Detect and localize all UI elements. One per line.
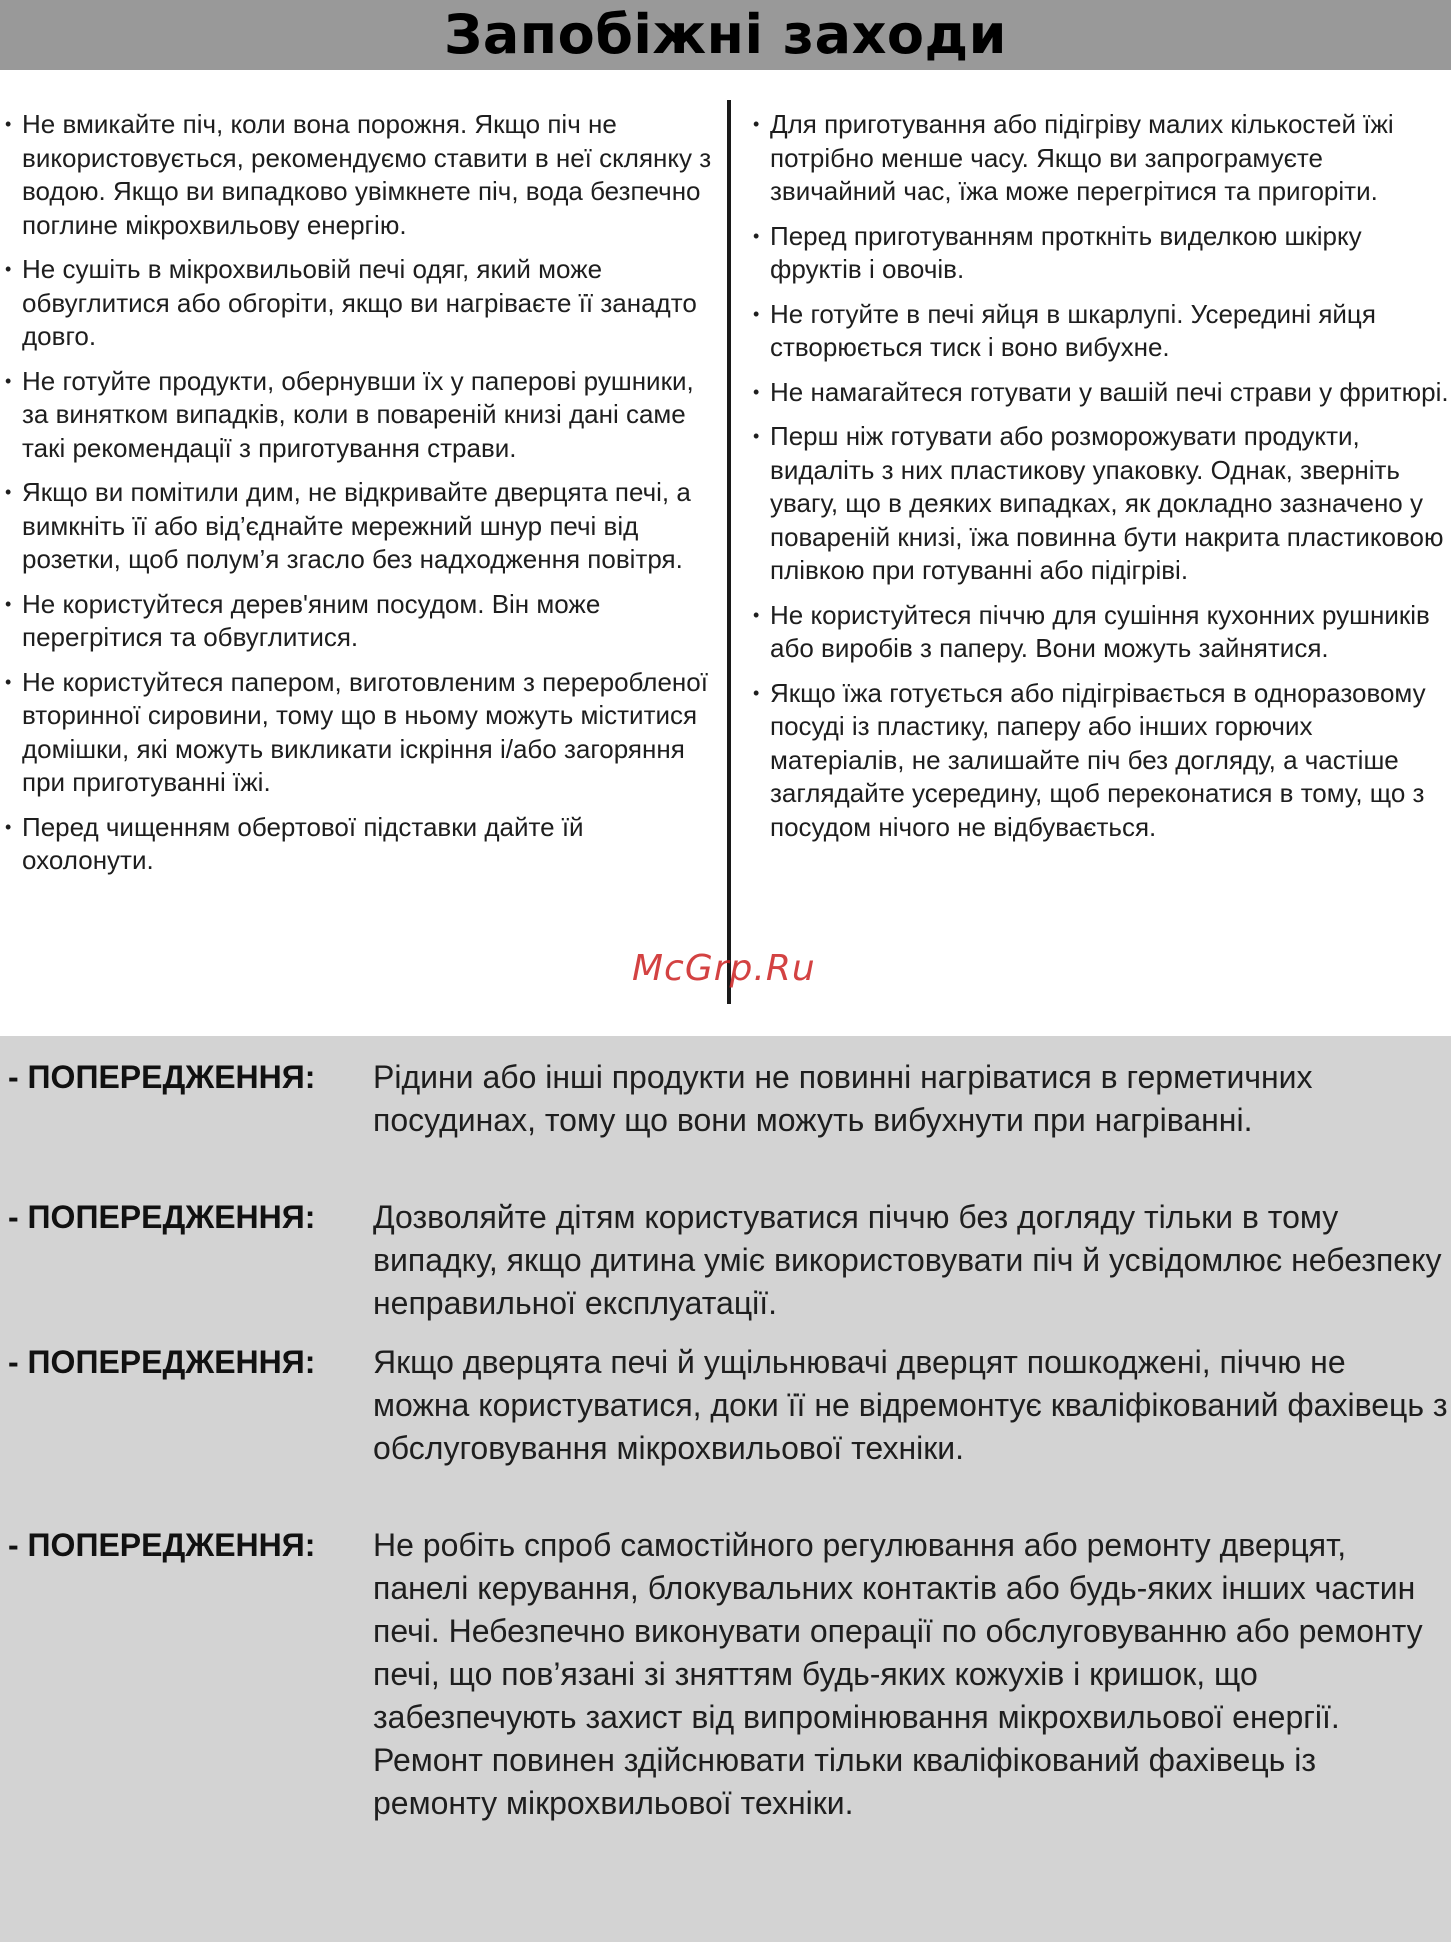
- list-item-text: Перш ніж готувати або розморожувати продукти, видаліть з них пластикову упаковку. Однак, зверніть увагу, що в деяких випадках, як докладно зазначено у повареній книзі, їжа повинна бути накрита пластиковою плівкою при готуванні або підігріві.: [770, 421, 1444, 585]
- bullet-icon: •: [753, 303, 760, 324]
- list-item: [753, 108, 1450, 209]
- list-item: [5, 476, 722, 577]
- list-item: [753, 599, 1450, 666]
- list-item: [5, 666, 722, 800]
- warning-text: Якщо дверцята печі й ущільнювачі дверцят пошкоджені, піччю не можна користуватися, доки її не відремонтує кваліфікований фахівець з обслуговування мікрохвильової техніки.: [373, 1344, 1448, 1466]
- list-item-text: Не готуйте в печі яйця в шкарлупі. Усередині яйця створюється тиск і воно вибухне.: [770, 298, 1376, 362]
- list-item-text: Не сушіть в мікрохвильовій печі одяг, який може обвуглитися або обгоріти, якщо ви нагріваєте її занадто довго.: [22, 254, 697, 351]
- list-item-text: Не користуйтеся папером, виготовленим з переробленої вторинної сировини, тому що в ньому можуть міститися домішки, які можуть викликати іскріння і/або загоряння при приготуванні їжі.: [22, 666, 708, 797]
- list-item-text: Не користуйтеся дерев'яним посудом. Він може перегрітися та обвуглитися.: [22, 588, 601, 652]
- list-item: [5, 811, 722, 878]
- bullet-icon: •: [5, 593, 12, 614]
- column-divider: [727, 100, 731, 1004]
- bullet-icon: •: [5, 816, 12, 837]
- warning-text: Не робіть спроб самостійного регулювання або ремонту дверцят, панелі керування, блокувальних контактів або будь-яких інших частин печі. Небезпечно виконувати операції по обслуговуванню або ремонту печі, що пов’язані зі зняттям будь-яких кожухів і кришок, що забезпечують захист від випромінювання мікрохвильової енергії. Ремонт повинен здійснювати тільки кваліфікований фахівець із ремонту мікрохвильової техніки.: [373, 1527, 1423, 1821]
- list-item: [5, 588, 722, 655]
- list-item-text: Не готуйте продукти, обернувши їх у паперові рушники, за винятком випадків, коли в повареній книзі дані саме такі рекомендації з приготування страви.: [22, 365, 694, 463]
- warning-label: - ПОПЕРЕДЖЕННЯ:: [8, 1527, 316, 1563]
- bullet-icon: •: [753, 426, 760, 446]
- list-item-text: Якщо ви помітили дим, не відкривайте дверцята печі, а вимкніть її або від’єднайте мережний шнур печі від розетки, щоб полум’я згасло без надходження повітря.: [22, 477, 691, 574]
- list-item-text: Для приготування або підігріву малих кількостей їжі потрібно менше часу. Якщо ви запрограмуєте звичайний час, їжа може перегрітися та пригоріти.: [770, 109, 1394, 206]
- warning-label: - ПОПЕРЕДЖЕННЯ:: [8, 1344, 316, 1380]
- left-column: [5, 108, 722, 889]
- warnings-panel: [0, 1036, 1451, 1942]
- list-item-text: Не намагайтеся готувати у вашій печі страви у фритюрі.: [770, 376, 1449, 407]
- bullet-icon: •: [753, 225, 760, 246]
- bullet-icon: •: [5, 259, 12, 279]
- list-item-text: Якщо їжа готується або підігрівається в одноразовому посуді із пластику, паперу або інших горючих матеріалів, не залишайте піч без догляду, а частіше заглядайте усередину, щоб переконатися в тому, що з посудом нічого не відбувається.: [770, 677, 1426, 842]
- list-item-text: Не вмикайте піч, коли вона порожня. Якщо піч не використовується, рекомендуємо ставити в неї склянку з водою. Якщо ви випадково увімкнете піч, вода безпечно поглине мікрохвильову енергію.: [22, 109, 712, 240]
- bullet-icon: •: [5, 370, 12, 391]
- right-column: [753, 108, 1450, 855]
- list-item: [753, 298, 1450, 365]
- list-item: [5, 365, 722, 466]
- watermark: McGrp.Ru: [632, 948, 816, 989]
- bullet-icon: •: [753, 381, 760, 402]
- list-item: [753, 220, 1450, 287]
- warning-text: Дозволяйте дітям користуватися піччю без догляду тільки в тому випадку, якщо дитина уміє використовувати піч й усвідомлює небезпеку неправильної експлуатації.: [373, 1199, 1442, 1321]
- list-item: [5, 108, 722, 242]
- header-bar: [0, 0, 1451, 70]
- list-item: [753, 677, 1450, 845]
- page-title: Запобіжні заходи: [444, 3, 1007, 66]
- list-item: [753, 420, 1450, 588]
- warning-text: Рідини або інші продукти не повинні нагріватися в герметичних посудинах, тому що вони можуть вибухнути при нагріванні.: [373, 1059, 1313, 1138]
- bullet-icon: •: [5, 114, 12, 134]
- list-item: [5, 253, 722, 354]
- bullet-icon: •: [753, 114, 760, 134]
- bullet-icon: •: [753, 682, 760, 703]
- warning-label: - ПОПЕРЕДЖЕННЯ:: [8, 1199, 316, 1235]
- list-item-text: Не користуйтеся піччю для сушіння кухонних рушників або виробів з паперу. Вони можуть зайнятися.: [770, 599, 1430, 663]
- list-item-text: Перед приготуванням проткніть виделкою шкірку фруктів і овочів.: [770, 220, 1362, 284]
- list-item-text: Перед чищенням обертової підставки дайте їй охолонути.: [22, 811, 584, 875]
- bullet-icon: •: [5, 671, 12, 692]
- warning-label: - ПОПЕРЕДЖЕННЯ:: [8, 1059, 316, 1095]
- list-item: [753, 376, 1450, 410]
- bullet-icon: •: [753, 604, 760, 625]
- bullet-icon: •: [5, 482, 12, 502]
